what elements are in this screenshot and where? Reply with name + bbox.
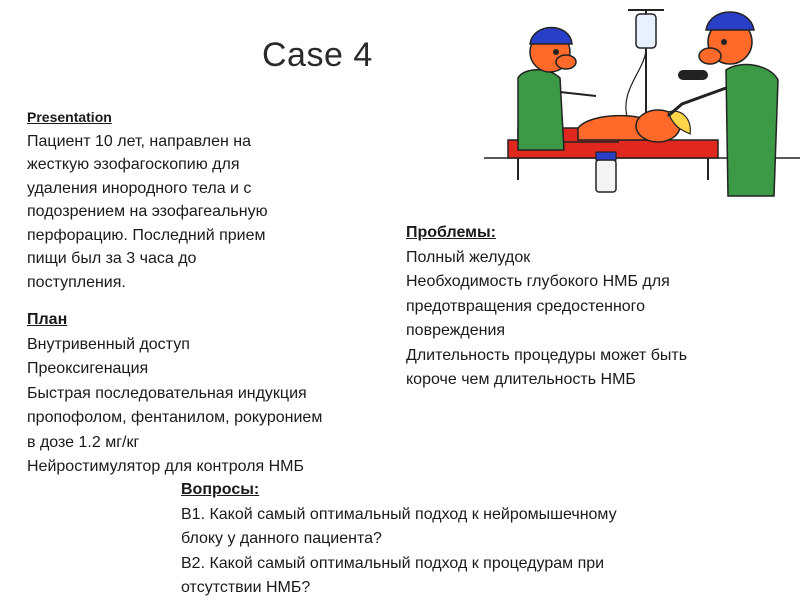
questions-heading: Вопросы:	[181, 481, 260, 498]
presentation-section	[27, 106, 268, 294]
plan-line: Преоксигенация	[27, 360, 149, 377]
questions-line: В1. Какой самый оптимальный подход к нейромышечному	[181, 505, 617, 523]
presentation-line: подозрением на эзофагеальную	[27, 203, 268, 220]
presentation-line: пищи был за 3 часа до	[27, 250, 197, 267]
plan-line: Внутривенный доступ	[27, 335, 190, 353]
problems-heading: Проблемы:	[406, 224, 496, 241]
plan-line: Быстрая последовательная индукция	[27, 384, 307, 402]
questions-line: В2. Какой самый оптимальный подход к процедурам при	[181, 554, 605, 572]
questions-section	[181, 478, 617, 601]
presentation-line: жесткую эзофагоскопию для	[27, 156, 240, 173]
presentation-line: перфорацию. Последний прием	[27, 226, 266, 244]
problems-line: предотвращения средостенного	[406, 297, 646, 315]
problems-line: повреждения	[406, 322, 506, 339]
plan-heading: План	[27, 311, 68, 328]
plan-line: в дозе 1.2 мг/кг	[27, 433, 140, 451]
problems-line: Необходимость глубокого НМБ для	[406, 273, 670, 290]
problems-line: Длительность процедуры может быть	[406, 346, 688, 364]
slide-title: Case 4	[262, 36, 373, 74]
plan-line: Нейростимулятор для контроля НМБ	[27, 458, 304, 475]
presentation-line: поступления.	[27, 273, 126, 291]
plan-section	[27, 308, 322, 480]
plan-line: пропофолом, фентанилом, рокуронием	[27, 409, 323, 426]
problems-line: короче чем длительность НМБ	[406, 371, 636, 388]
cartoon-doctors-esophagoscopy-icon	[478, 0, 800, 212]
presentation-heading: Presentation	[27, 109, 112, 125]
questions-line: блоку у данного пациента?	[181, 530, 382, 547]
problems-line: Полный желудок	[406, 248, 531, 266]
problems-section	[406, 221, 687, 393]
presentation-line: Пациент 10 лет, направлен на	[27, 132, 251, 150]
presentation-line: удаления инородного тела и с	[27, 179, 252, 197]
questions-line: отсутствии НМБ?	[181, 579, 311, 596]
